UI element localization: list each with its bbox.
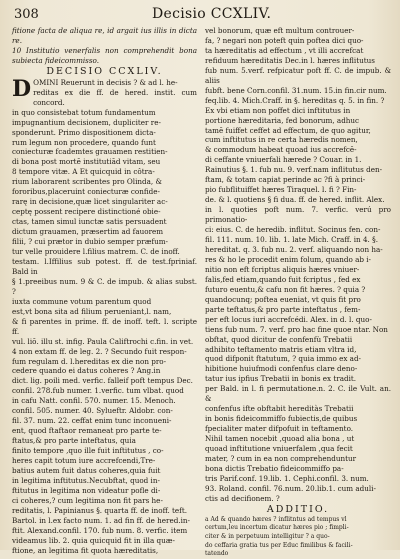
text-line: hibitione huiufmodi confenfus clare deno- (205, 364, 358, 374)
text-line: res & ho le procedit enim folum, quando ab i- (205, 254, 371, 264)
text-line: hereditat. q. 3. fub nu. 2. verf. aliquando non ha- (205, 244, 383, 254)
text-line: sponderunt. Primo dispositionem dicta- (12, 127, 156, 137)
addition-line: certum,leu incertum dicatur hæres pio ; fimpli- (205, 524, 349, 532)
text-line: vel bonorum, quæ eft multum controuer- (205, 26, 355, 35)
text-line: pio fubflituiffet hæres Tiraquel. l. fi ? Fin- (205, 185, 357, 195)
text-line: obftat, quod dicitur de confenfù Trebatii (205, 334, 353, 344)
text-line: & fi parentes in prime. ff. de inoff. teft. l. scripte ff. (12, 316, 197, 336)
text-line: Ex vbi etiam non poffet dici inftitutus in (205, 105, 351, 115)
text-line: heres capit totum iure accrefcendi,Tre- (12, 456, 156, 466)
text-line: & commodum habeat quoad ius accrefcē- (205, 145, 357, 155)
text-line: ftit. Alexand.confil. 170. fub num. 8. verfic. item (12, 525, 188, 535)
text-line: Bartol. in l.ex facto num. 1. ad fin ff. de hered.in- (12, 515, 190, 525)
text-line: tiens fub num. 7. verf. pro hac fine quoe ntar. Non (205, 324, 388, 334)
text-line: in cafu Natt. confil. 570. numer. 15. Menoch. (12, 396, 176, 406)
page-number: 308 (14, 7, 39, 22)
text-line: fil. 37. num. 22. ceffat enim tunc inconueni- (12, 416, 172, 426)
text-line: refiduum hæreditatis Dec.in l. hæres inflitutus (205, 55, 375, 65)
text-line: di bona post mortē institutiād vitam, seu (12, 157, 161, 167)
text-line: quandocunq; poftea eueniat, vt quis fit pro (205, 294, 361, 304)
running-title: Decisio CCXLIV. (152, 6, 272, 22)
text-line: in quo consistebat totum fundamentum (12, 107, 156, 117)
text-line: cum inftitutus in re certa hæredis nomen, (205, 135, 358, 145)
text-line: in l. quoties poft num. 7. verfic. verú pro primonatio- (205, 205, 391, 225)
text-line: parte teftatus,& pro parte inteftatus , fem- (205, 304, 361, 314)
text-line: impugnantium decisionem, dupliciter re- (12, 117, 161, 127)
text-line: fub num. 5.verf. refpicatur poft ff. C. de impub. & aliis (205, 65, 391, 85)
text-line: futuro euentu,& cafu non fit hæres. ? quia ? (205, 284, 366, 294)
addition-title: ADDITIO. (266, 503, 330, 515)
text-line: tamē fuiffet ceffet ad effectum, de quo agitur, (205, 125, 371, 135)
text-line: ftatus,& pro parte inteftatus, quia (12, 436, 136, 446)
text-line: fa, ? negari non poteft quin poftea dici quo- (205, 35, 364, 45)
text-line: ta hæreditatis ad effectum , vt illi accrefcat (205, 45, 364, 55)
text-line: in legitima inftitutus.Necubftat, quod in- (12, 475, 160, 485)
right-body-text (205, 26, 391, 504)
text-line: confil. 505. numer. 40. Sylueftr. Aldobr. con- (12, 406, 173, 416)
text-line: iuxta commune votum parentum quod (12, 296, 152, 306)
right-column (205, 26, 391, 559)
text-line: est,vt bona sita ad filium perueniant,l. nam, (12, 306, 172, 316)
text-line: per Bald. in l. fi permutatione.n. 2. C. ile Vult. an. & (205, 384, 391, 404)
text-line: coniecturæ fcademtes grauamen restitien- (12, 147, 168, 157)
text-line: rum legum non procedere, quando funt (12, 137, 156, 147)
left-body-text (12, 75, 197, 556)
text-line: § 1.preeibus num. 9 & C. de impub. & alias subst. ? (12, 276, 197, 296)
section-title: DECISIO CCXLIV. (46, 65, 163, 77)
text-line: nitio non eft fcriptus aliquis hæres vniuer- (205, 264, 360, 274)
addition-line: a Ad & quando hæres ? inflitntus ad tempus vl (205, 515, 347, 523)
intro-line: fitione facta de aliqua re, id argait ius illis in dicta re. (12, 26, 197, 45)
text-line: ci coheres,? cum legitima non fit pars he- (12, 495, 163, 505)
text-line: 8 tempore vitæ. A Et quicquid in côtra- (12, 167, 155, 177)
text-line: 93. Roland. confil. 76.num. 20.lib.1. cum aduli- (205, 483, 376, 493)
left-column (12, 26, 197, 556)
addition-line: citer & in perpetuum intelligitur ? a quo- (205, 532, 330, 540)
drop-cap: D (12, 75, 32, 102)
text-line: per eft locus iuri accrefcédi. Alex. in d. l. quo- (205, 314, 372, 324)
text-line: rium laborarent scribentes pro Olinda, & (12, 177, 162, 187)
text-line: falis,fed etiam,quando fuit fcriptus , fed ex (205, 274, 361, 284)
text-line: ent, quod ftaftaor remaneat pro parte te- (12, 426, 162, 436)
addition-text (205, 516, 391, 559)
text-line: fpecialiter mater difpofuit in teftamento. (205, 424, 354, 434)
text-line: testam. l.Iffilius sub potest. ff. de test.fpriniaf. Bald in (12, 256, 197, 276)
text-line: ctis ad decifionem. ? (205, 493, 280, 503)
text-line: ceptę possent recipere distinctioné obie- (12, 207, 161, 217)
text-line: cedere quando ei datus coheres ? Ang.in (12, 366, 161, 376)
text-line: dictum grauamen, præsertim ad fauorem (12, 227, 164, 237)
text-line: videamus lib. 2. quia quicquid fit in illa quæ- (12, 535, 175, 545)
text-line: batius autem fuit datus coheres,quia fuit (12, 465, 161, 475)
text-line: tur velle prouidere l.filius matrem. C. de inoff. (12, 247, 180, 257)
text-line: finito tempore ,quo ille fuit inftitutus , co- (12, 446, 164, 456)
addition-line: do ceffaria gratia tus per Educ fimilibus & facili- (205, 541, 353, 549)
text-line: confil. 278.fub numer. 1.verfic. tum vlbat. quod (12, 386, 184, 396)
text-line: dict. lig. poili med. verfic. falleif poft tempus Dec. (12, 376, 193, 386)
text-line: feq.lib. 4. Mich.Craff. in §. hereditas q. 5. in fin. ? (205, 95, 385, 105)
text-line: di ceffante vniuerfali hærede ? Couar. in 1. (205, 155, 362, 165)
text-line: quoad inftitutione vniuerfalem ,qua fecit (205, 444, 353, 454)
text-line: ftitutus in legitima non videatur pofle di- (12, 485, 161, 495)
text-line: filii, ? cui prætor in dubio semper præfum- (12, 237, 168, 247)
text-line: Nihil tamen nocebit ,quoad alia bona , ut (205, 434, 355, 444)
text-line: reditatis, l. Papinianus §. quarta ff. de inoff. teft. (12, 505, 187, 515)
text-line: quod difponit ftatutum, ? quia immo ex ad- (205, 354, 361, 364)
text-line: de. & l. quotiens § fi dua. ff. de hered. inflit. Alex. (205, 195, 385, 205)
text-line: mater, ? cum in ea non comprehenduntur (205, 453, 357, 463)
text-line: rarę in decisione,quæ licet singulariter ac- (12, 197, 168, 207)
text-line: ftam, & totam capiat perinde ac ?fi à princi- (205, 175, 366, 185)
addition-line: tatendo (205, 550, 229, 558)
text-line: ci: eius. C. de heredib. inflitut. Socinus fen. con- (205, 225, 381, 235)
text-line: vul. liō. illu st. infig. Paula Califtrochi c.fin. in vet. (12, 336, 194, 346)
text-line: tris Parif.conf. 19.lib. 1. Cephi.confil. 3. num. (205, 473, 369, 483)
intro-line: 10 Institutio venerfalis non comprehendit bona subiecta fideicommisso. (12, 45, 197, 65)
text-line: fum regulam d. l.hereditas ex die non pro- (12, 356, 167, 366)
text-line: in bonis fideicommiffo fubiectis,de quibus (205, 414, 358, 424)
text-line: fubft. bene Corn.confil. 31.num. 15.in fin.cir num. (205, 85, 387, 95)
text-line: reditas ex die ff. de hered. instit. cum concord. (33, 87, 197, 107)
text-line: portione hæreditaria, fed bonorum, adhuc (205, 115, 360, 125)
text-line: Rainutius §. 1. fub nu. 9. verf.nam inflitutus den- (205, 165, 383, 175)
text-line: 4 non extam ff. de leg. 2. ? Secundo fuit respon- (12, 346, 187, 356)
text-line: fil. 111. num. 10. lib. 1. late Mich. Craff. in 4. §. (205, 235, 378, 245)
page-header (14, 6, 386, 26)
text-line: bona dictis Trebatio fideicommiffo pa- (205, 463, 344, 473)
text-line: confenfus ifte obftabit hereditàs Trebatii (205, 404, 354, 414)
text-line: ftione, an legitima fit quota hæreditatis, (12, 545, 159, 555)
text-line: ctas, tamen simul iunctæ satis persuadent (12, 217, 167, 227)
text-line: fororibus,placeruint coniecturæ confide- (12, 187, 160, 197)
text-line: tatur ius ipfius Trebatii in bonis ex tradit. (205, 374, 357, 384)
text-line: OMINI Reuerunt in decisis ? & ad l. he- (33, 77, 178, 87)
text-line: adhibito teftamento matris etiam vltra id, (205, 344, 357, 354)
